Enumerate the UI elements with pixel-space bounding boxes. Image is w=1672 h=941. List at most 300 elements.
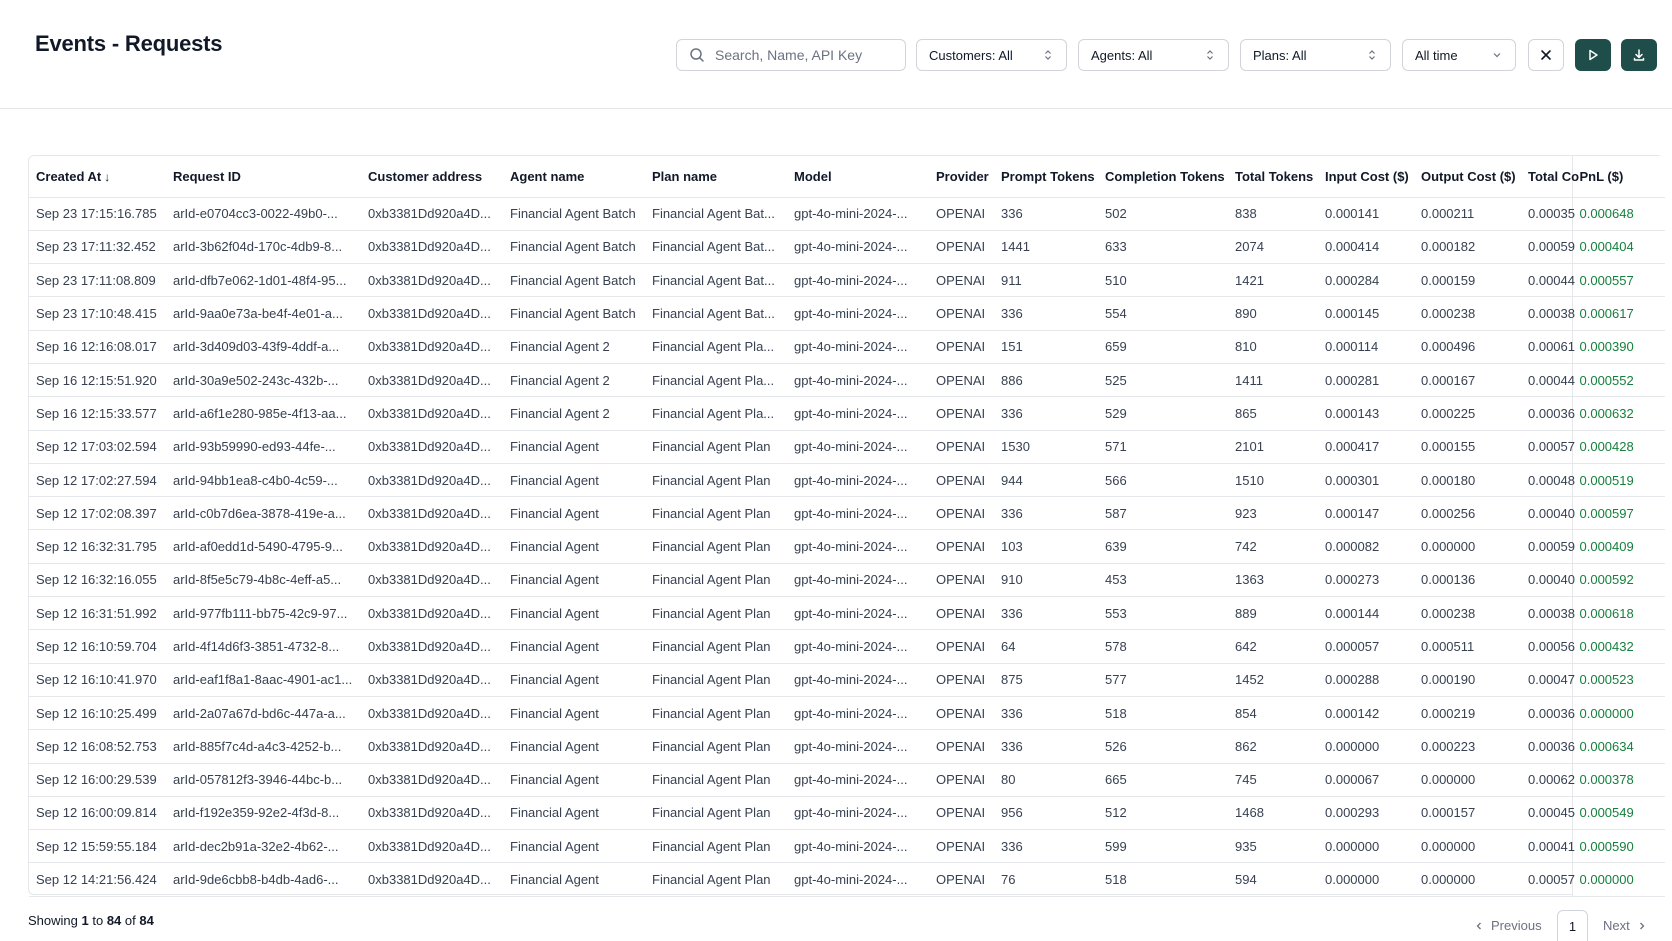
previous-label: Previous bbox=[1491, 918, 1542, 933]
table-cell: arId-4f14d6f3-3851-4732-8... bbox=[166, 630, 361, 663]
table-cell: Financial Agent Pla... bbox=[645, 330, 787, 363]
table-cell: 0.000182 bbox=[1414, 230, 1521, 263]
table-cell: 0xb3381Dd920a4D... bbox=[361, 264, 503, 297]
table-cell: 1452 bbox=[1228, 663, 1318, 696]
table-cell: 587 bbox=[1098, 497, 1228, 530]
table-row[interactable] bbox=[29, 630, 1665, 663]
table-cell: 0.000000 bbox=[1318, 863, 1414, 896]
table-cell: Financial Agent Batch bbox=[503, 264, 645, 297]
table-cell: 336 bbox=[994, 497, 1098, 530]
table-cell: Sep 12 16:32:16.055 bbox=[29, 563, 166, 596]
table-cell: Sep 12 16:00:09.814 bbox=[29, 796, 166, 829]
column-header-label: Created At bbox=[36, 168, 102, 184]
table-cell: Financial Agent Plan bbox=[645, 497, 787, 530]
table-cell: 0.00045 bbox=[1521, 796, 1572, 829]
table-cell: 935 bbox=[1228, 830, 1318, 863]
table-cell: Financial Agent Plan bbox=[645, 730, 787, 763]
table-cell: arId-e0704cc3-0022-49b0-... bbox=[166, 197, 361, 230]
table-row[interactable] bbox=[29, 330, 1665, 363]
pagination-summary bbox=[28, 913, 154, 928]
column-header[interactable] bbox=[1414, 156, 1521, 197]
table-cell: 1411 bbox=[1228, 363, 1318, 396]
showing-total: 84 bbox=[139, 913, 154, 928]
table-row[interactable] bbox=[29, 763, 1665, 796]
chevron-up-down-icon bbox=[1042, 49, 1054, 61]
table-cell: 0.00048 bbox=[1521, 463, 1572, 496]
table-cell: 0.00059 bbox=[1521, 230, 1572, 263]
table-cell: Sep 12 16:10:59.704 bbox=[29, 630, 166, 663]
table-cell: 0.000136 bbox=[1414, 563, 1521, 596]
table-cell: 0xb3381Dd920a4D... bbox=[361, 297, 503, 330]
table-cell: OPENAI bbox=[929, 696, 994, 729]
chevron-down-icon bbox=[1491, 49, 1503, 61]
column-header-label: Plan name bbox=[652, 168, 718, 184]
table-cell: 453 bbox=[1098, 563, 1228, 596]
column-header[interactable] bbox=[994, 156, 1098, 197]
table-cell: Sep 16 12:15:51.920 bbox=[29, 363, 166, 396]
table-cell: OPENAI bbox=[929, 264, 994, 297]
table-cell: 0.000552 bbox=[1572, 363, 1665, 396]
table-cell: 1441 bbox=[994, 230, 1098, 263]
table-cell: 0xb3381Dd920a4D... bbox=[361, 197, 503, 230]
table-cell: 0.000142 bbox=[1318, 696, 1414, 729]
table-row[interactable] bbox=[29, 696, 1665, 729]
table-cell: Financial Agent Bat... bbox=[645, 230, 787, 263]
table-cell: Sep 16 12:16:08.017 bbox=[29, 330, 166, 363]
table-cell: 944 bbox=[994, 463, 1098, 496]
table-cell: 0.00038 bbox=[1521, 597, 1572, 630]
table-cell: 854 bbox=[1228, 696, 1318, 729]
column-header[interactable] bbox=[1098, 156, 1228, 197]
table-cell: gpt-4o-mini-2024-... bbox=[787, 563, 929, 596]
agents-filter[interactable] bbox=[1078, 39, 1229, 71]
table-row[interactable] bbox=[29, 796, 1665, 829]
table-cell: Financial Agent 2 bbox=[503, 330, 645, 363]
table-cell: 0.000301 bbox=[1318, 463, 1414, 496]
table-cell: 1468 bbox=[1228, 796, 1318, 829]
table-row[interactable] bbox=[29, 830, 1665, 863]
table-cell: 0.000549 bbox=[1572, 796, 1665, 829]
table-row[interactable] bbox=[29, 363, 1665, 396]
table-cell: 0.000190 bbox=[1414, 663, 1521, 696]
table-cell: 0xb3381Dd920a4D... bbox=[361, 430, 503, 463]
column-header[interactable] bbox=[1318, 156, 1414, 197]
table-cell: 0.000293 bbox=[1318, 796, 1414, 829]
table-cell: 577 bbox=[1098, 663, 1228, 696]
customers-filter-label: Customers: All bbox=[929, 47, 1013, 63]
table-cell: 956 bbox=[994, 796, 1098, 829]
table-cell: 336 bbox=[994, 297, 1098, 330]
table-cell: gpt-4o-mini-2024-... bbox=[787, 696, 929, 729]
table-cell: gpt-4o-mini-2024-... bbox=[787, 530, 929, 563]
table-cell: 0.000519 bbox=[1572, 463, 1665, 496]
search-icon bbox=[689, 47, 705, 63]
table-cell: 0xb3381Dd920a4D... bbox=[361, 563, 503, 596]
table-cell: Sep 12 16:00:29.539 bbox=[29, 763, 166, 796]
table-cell: 0xb3381Dd920a4D... bbox=[361, 597, 503, 630]
table-cell: arId-977fb111-bb75-42c9-97... bbox=[166, 597, 361, 630]
table-cell: Sep 23 17:10:48.415 bbox=[29, 297, 166, 330]
table-cell: 0.000617 bbox=[1572, 297, 1665, 330]
time-filter-label: All time bbox=[1415, 47, 1458, 63]
table-cell: 838 bbox=[1228, 197, 1318, 230]
table-cell: arId-eaf1f8a1-8aac-4901-ac1... bbox=[166, 663, 361, 696]
showing-to: 84 bbox=[106, 913, 122, 928]
table-cell: OPENAI bbox=[929, 663, 994, 696]
table-cell: 0.00062 bbox=[1521, 763, 1572, 796]
table-cell: Financial Agent Plan bbox=[645, 696, 787, 729]
table-cell: 0xb3381Dd920a4D... bbox=[361, 730, 503, 763]
table-cell: 0.00059 bbox=[1521, 530, 1572, 563]
table-cell: 0.00044 bbox=[1521, 363, 1572, 396]
requests-table bbox=[28, 155, 1664, 895]
column-header-label: Output Cost ($) bbox=[1421, 168, 1516, 184]
table-cell: 336 bbox=[994, 830, 1098, 863]
download-button[interactable] bbox=[1621, 39, 1657, 71]
table-cell: 0.00036 bbox=[1521, 696, 1572, 729]
column-header[interactable] bbox=[1521, 156, 1580, 197]
table-row[interactable] bbox=[29, 863, 1665, 896]
table-cell: 875 bbox=[994, 663, 1098, 696]
table-cell: 0.000144 bbox=[1318, 597, 1414, 630]
table-cell: 0.000557 bbox=[1572, 264, 1665, 297]
table-cell: arId-af0edd1d-5490-4795-9... bbox=[166, 530, 361, 563]
table-cell: gpt-4o-mini-2024-... bbox=[787, 463, 929, 496]
table-cell: 0.000648 bbox=[1572, 197, 1665, 230]
table-cell: 0.00035 bbox=[1521, 197, 1572, 230]
table-cell: 0.00044 bbox=[1521, 264, 1572, 297]
table-cell: Sep 23 17:15:16.785 bbox=[29, 197, 166, 230]
table-cell: Sep 23 17:11:32.452 bbox=[29, 230, 166, 263]
table-row[interactable] bbox=[29, 597, 1665, 630]
column-header[interactable] bbox=[1572, 156, 1665, 197]
table-cell: 742 bbox=[1228, 530, 1318, 563]
column-header[interactable] bbox=[645, 156, 787, 197]
column-header-label: Agent name bbox=[510, 168, 585, 184]
table-cell: 0.000057 bbox=[1318, 630, 1414, 663]
table-cell: 1421 bbox=[1228, 264, 1318, 297]
table-cell: 0.00040 bbox=[1521, 497, 1572, 530]
table-cell: 923 bbox=[1228, 497, 1318, 530]
table-cell: 526 bbox=[1098, 730, 1228, 763]
table-cell: 0xb3381Dd920a4D... bbox=[361, 230, 503, 263]
table-cell: 512 bbox=[1098, 796, 1228, 829]
table-cell: 336 bbox=[994, 397, 1098, 430]
table-row[interactable] bbox=[29, 264, 1665, 297]
table-cell: 0.000238 bbox=[1414, 297, 1521, 330]
table-cell: 566 bbox=[1098, 463, 1228, 496]
table-cell: 518 bbox=[1098, 696, 1228, 729]
table-cell: Financial Agent Plan bbox=[645, 663, 787, 696]
sort-arrow-down-icon: ↓ bbox=[104, 169, 111, 184]
table-cell: 336 bbox=[994, 597, 1098, 630]
table-cell: 0xb3381Dd920a4D... bbox=[361, 763, 503, 796]
table-cell: 0.00036 bbox=[1521, 730, 1572, 763]
table-cell: Financial Agent bbox=[503, 563, 645, 596]
column-header[interactable] bbox=[29, 156, 166, 197]
table-cell: Financial Agent bbox=[503, 497, 645, 530]
table-cell: 0.000428 bbox=[1572, 430, 1665, 463]
table-cell: 525 bbox=[1098, 363, 1228, 396]
table-cell: arId-9aa0e73a-be4f-4e01-a... bbox=[166, 297, 361, 330]
table-row[interactable] bbox=[29, 530, 1665, 563]
table-cell: 0.000256 bbox=[1414, 497, 1521, 530]
table-cell: 1510 bbox=[1228, 463, 1318, 496]
table-cell: arId-057812f3-3946-44bc-b... bbox=[166, 763, 361, 796]
table-cell: OPENAI bbox=[929, 863, 994, 896]
table-cell: 0.00057 bbox=[1521, 430, 1572, 463]
table-cell: arId-885f7c4d-a4c3-4252-b... bbox=[166, 730, 361, 763]
table-cell: gpt-4o-mini-2024-... bbox=[787, 663, 929, 696]
table-cell: Financial Agent Plan bbox=[645, 430, 787, 463]
table-cell: OPENAI bbox=[929, 230, 994, 263]
table-cell: 578 bbox=[1098, 630, 1228, 663]
table-cell: OPENAI bbox=[929, 430, 994, 463]
table-cell: 0.000143 bbox=[1318, 397, 1414, 430]
table-cell: 0.000167 bbox=[1414, 363, 1521, 396]
table-cell: Financial Agent Plan bbox=[645, 630, 787, 663]
table-cell: 0.000404 bbox=[1572, 230, 1665, 263]
table-cell: Sep 12 15:59:55.184 bbox=[29, 830, 166, 863]
column-header-label: Provider bbox=[936, 168, 989, 184]
table-cell: 0.00061 bbox=[1521, 330, 1572, 363]
table-cell: 0.000238 bbox=[1414, 597, 1521, 630]
table-row[interactable] bbox=[29, 397, 1665, 430]
table-cell: arId-93b59990-ed93-44fe-... bbox=[166, 430, 361, 463]
to-label: to bbox=[92, 913, 104, 928]
table-cell: Financial Agent 2 bbox=[503, 397, 645, 430]
table-cell: gpt-4o-mini-2024-... bbox=[787, 230, 929, 263]
column-header[interactable] bbox=[929, 156, 994, 197]
table-cell: 0.000000 bbox=[1572, 696, 1665, 729]
table-cell: 0.000067 bbox=[1318, 763, 1414, 796]
table-cell: Financial Agent bbox=[503, 663, 645, 696]
top-bar bbox=[0, 0, 1672, 109]
table-cell: 2074 bbox=[1228, 230, 1318, 263]
table-cell: 0.000632 bbox=[1572, 397, 1665, 430]
table-cell: 890 bbox=[1228, 297, 1318, 330]
page-1-button[interactable] bbox=[1557, 910, 1588, 941]
table-cell: Financial Agent Plan bbox=[645, 530, 787, 563]
table-cell: OPENAI bbox=[929, 397, 994, 430]
table-cell: 0.000511 bbox=[1414, 630, 1521, 663]
table-cell: 0.000145 bbox=[1318, 297, 1414, 330]
table-cell: 1530 bbox=[994, 430, 1098, 463]
table-cell: 0xb3381Dd920a4D... bbox=[361, 363, 503, 396]
table-cell: 0.000155 bbox=[1414, 430, 1521, 463]
column-header[interactable] bbox=[787, 156, 929, 197]
column-header-label: Request ID bbox=[173, 168, 241, 184]
table-cell: 0xb3381Dd920a4D... bbox=[361, 863, 503, 896]
table-cell: 103 bbox=[994, 530, 1098, 563]
table-cell: 0.000409 bbox=[1572, 530, 1665, 563]
table-cell: 336 bbox=[994, 696, 1098, 729]
table-cell: 0.000417 bbox=[1318, 430, 1414, 463]
table-cell: 0xb3381Dd920a4D... bbox=[361, 830, 503, 863]
table-cell: Sep 16 12:15:33.577 bbox=[29, 397, 166, 430]
table-cell: 553 bbox=[1098, 597, 1228, 630]
table-cell: Financial Agent bbox=[503, 530, 645, 563]
table-cell: 64 bbox=[994, 630, 1098, 663]
chevron-left-icon bbox=[1474, 921, 1484, 931]
table-cell: gpt-4o-mini-2024-... bbox=[787, 830, 929, 863]
table-cell: 0.000211 bbox=[1414, 197, 1521, 230]
table-cell: Financial Agent bbox=[503, 430, 645, 463]
table-row[interactable] bbox=[29, 563, 1665, 596]
table-cell: gpt-4o-mini-2024-... bbox=[787, 264, 929, 297]
column-header[interactable] bbox=[361, 156, 503, 197]
column-header[interactable] bbox=[166, 156, 361, 197]
table-cell: 0.000157 bbox=[1414, 796, 1521, 829]
table-cell: 633 bbox=[1098, 230, 1228, 263]
table-cell: OPENAI bbox=[929, 763, 994, 796]
table-cell: arId-dfb7e062-1d01-48f4-95... bbox=[166, 264, 361, 297]
table-cell: arId-8f5e5c79-4b8c-4eff-a5... bbox=[166, 563, 361, 596]
table-cell: 0.000590 bbox=[1572, 830, 1665, 863]
table-cell: Financial Agent 2 bbox=[503, 363, 645, 396]
column-header-label: Completion Tokens bbox=[1105, 168, 1225, 184]
table-cell: Financial Agent bbox=[503, 696, 645, 729]
table-cell: 0.00057 bbox=[1521, 863, 1572, 896]
table-row[interactable] bbox=[29, 297, 1665, 330]
time-filter[interactable] bbox=[1402, 39, 1516, 71]
table-cell: Sep 12 17:03:02.594 bbox=[29, 430, 166, 463]
table-cell: OPENAI bbox=[929, 730, 994, 763]
table-cell: 336 bbox=[994, 197, 1098, 230]
table-cell: arId-a6f1e280-985e-4f13-aa... bbox=[166, 397, 361, 430]
table-cell: 0.000225 bbox=[1414, 397, 1521, 430]
table-cell: Financial Agent bbox=[503, 796, 645, 829]
table-cell: Financial Agent Plan bbox=[645, 597, 787, 630]
table-cell: 911 bbox=[994, 264, 1098, 297]
table-row[interactable] bbox=[29, 663, 1665, 696]
table-cell: 0.000618 bbox=[1572, 597, 1665, 630]
column-header-label: Total Tokens bbox=[1235, 168, 1314, 184]
table-cell: arId-30a9e502-243c-432b-... bbox=[166, 363, 361, 396]
table-cell: 0.00056 bbox=[1521, 630, 1572, 663]
table-cell: Sep 12 17:02:08.397 bbox=[29, 497, 166, 530]
column-header[interactable] bbox=[503, 156, 645, 197]
page-title: Events - Requests bbox=[35, 31, 223, 56]
table-row[interactable] bbox=[29, 497, 1665, 530]
table-cell: Financial Agent Batch bbox=[503, 297, 645, 330]
table-cell: OPENAI bbox=[929, 363, 994, 396]
table-cell: OPENAI bbox=[929, 197, 994, 230]
run-button[interactable] bbox=[1575, 39, 1611, 71]
table-cell: OPENAI bbox=[929, 597, 994, 630]
table-cell: Financial Agent bbox=[503, 730, 645, 763]
table-cell: Financial Agent bbox=[503, 763, 645, 796]
table-cell: 0.000432 bbox=[1572, 630, 1665, 663]
table-cell: 0.000000 bbox=[1414, 863, 1521, 896]
table-cell: 862 bbox=[1228, 730, 1318, 763]
table-cell: 0.000219 bbox=[1414, 696, 1521, 729]
table-row[interactable] bbox=[29, 230, 1665, 263]
table-cell: Financial Agent Plan bbox=[645, 796, 787, 829]
table-cell: 0.000273 bbox=[1318, 563, 1414, 596]
table-cell: Financial Agent Plan bbox=[645, 563, 787, 596]
table-cell: 0.000523 bbox=[1572, 663, 1665, 696]
table-cell: 886 bbox=[994, 363, 1098, 396]
chevron-up-down-icon bbox=[1204, 49, 1216, 61]
table-cell: Sep 12 16:08:52.753 bbox=[29, 730, 166, 763]
table-cell: 0.000082 bbox=[1318, 530, 1414, 563]
table-cell: 0.000141 bbox=[1318, 197, 1414, 230]
table-cell: 0.00041 bbox=[1521, 830, 1572, 863]
table-cell: 0xb3381Dd920a4D... bbox=[361, 330, 503, 363]
table-cell: OPENAI bbox=[929, 297, 994, 330]
table-cell: 639 bbox=[1098, 530, 1228, 563]
table-cell: 0.000496 bbox=[1414, 330, 1521, 363]
table-cell: arId-9de6cbb8-b4db-4ad6-... bbox=[166, 863, 361, 896]
table-cell: Financial Agent Batch bbox=[503, 230, 645, 263]
table-row[interactable] bbox=[29, 730, 1665, 763]
table-cell: Sep 23 17:11:08.809 bbox=[29, 264, 166, 297]
customers-filter[interactable] bbox=[916, 39, 1067, 71]
table-cell: gpt-4o-mini-2024-... bbox=[787, 863, 929, 896]
table-cell: 0.00040 bbox=[1521, 563, 1572, 596]
table-cell: Sep 12 16:31:51.992 bbox=[29, 597, 166, 630]
search-box[interactable] bbox=[676, 39, 906, 71]
table-cell: Financial Agent Plan bbox=[645, 863, 787, 896]
table-cell: gpt-4o-mini-2024-... bbox=[787, 597, 929, 630]
table-cell: 0.000281 bbox=[1318, 363, 1414, 396]
showing-label: Showing bbox=[28, 913, 78, 928]
column-header[interactable] bbox=[1228, 156, 1318, 197]
table-cell: arId-dec2b91a-32e2-4b62-... bbox=[166, 830, 361, 863]
of-label: of bbox=[124, 913, 136, 928]
next-page-button[interactable] bbox=[1603, 910, 1647, 941]
table-row[interactable] bbox=[29, 197, 1665, 230]
table-cell: 0.000000 bbox=[1318, 730, 1414, 763]
table-row[interactable] bbox=[29, 430, 1665, 463]
table-cell: Financial Agent Plan bbox=[645, 763, 787, 796]
clear-filters-button[interactable] bbox=[1528, 39, 1564, 71]
column-header-label: Total Co bbox=[1528, 168, 1580, 184]
table-cell: Financial Agent Plan bbox=[645, 463, 787, 496]
play-icon bbox=[1586, 48, 1600, 62]
table-cell: 910 bbox=[994, 563, 1098, 596]
previous-page-button[interactable] bbox=[1474, 910, 1542, 941]
plans-filter[interactable] bbox=[1240, 39, 1391, 71]
table-cell: 0xb3381Dd920a4D... bbox=[361, 463, 503, 496]
table-cell: 745 bbox=[1228, 763, 1318, 796]
search-input[interactable] bbox=[715, 47, 895, 63]
table-cell: 0.000000 bbox=[1572, 863, 1665, 896]
table-cell: Sep 12 17:02:27.594 bbox=[29, 463, 166, 496]
table-cell: 0.000000 bbox=[1414, 763, 1521, 796]
table-cell: arId-f192e359-92e2-4f3d-8... bbox=[166, 796, 361, 829]
table-cell: gpt-4o-mini-2024-... bbox=[787, 796, 929, 829]
table-cell: gpt-4o-mini-2024-... bbox=[787, 763, 929, 796]
showing-from: 1 bbox=[81, 913, 89, 928]
plans-filter-label: Plans: All bbox=[1253, 47, 1307, 63]
table-cell: OPENAI bbox=[929, 796, 994, 829]
column-header-label: Input Cost ($) bbox=[1325, 168, 1409, 184]
table-cell: 1363 bbox=[1228, 563, 1318, 596]
table-cell: 889 bbox=[1228, 597, 1318, 630]
table-cell: Sep 12 16:10:41.970 bbox=[29, 663, 166, 696]
table-cell: 0xb3381Dd920a4D... bbox=[361, 530, 503, 563]
table-cell: Financial Agent Pla... bbox=[645, 397, 787, 430]
table-cell: 594 bbox=[1228, 863, 1318, 896]
table-row[interactable] bbox=[29, 463, 1665, 496]
table-cell: 810 bbox=[1228, 330, 1318, 363]
table-cell: 0xb3381Dd920a4D... bbox=[361, 397, 503, 430]
table-cell: Financial Agent Plan bbox=[645, 830, 787, 863]
table-cell: 0.000288 bbox=[1318, 663, 1414, 696]
table-cell: 0.000592 bbox=[1572, 563, 1665, 596]
